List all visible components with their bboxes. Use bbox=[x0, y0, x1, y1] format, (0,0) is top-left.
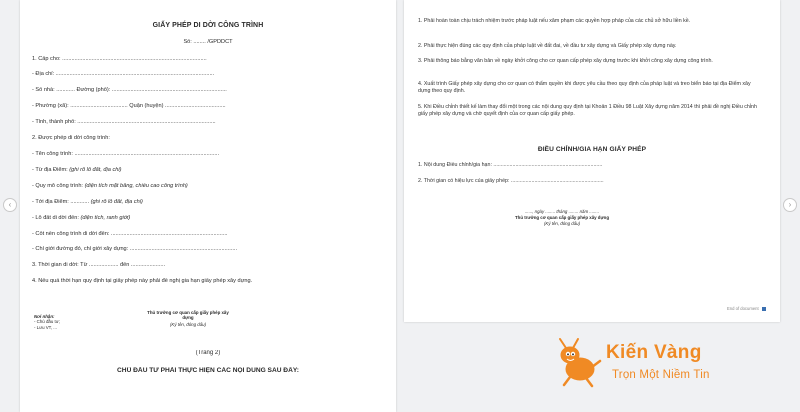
signer-title-right: Thủ trưởng cơ quan cấp giấy phép xây dựng bbox=[514, 215, 610, 220]
field-project-name: - Tên công trình: ............................................................................................. bbox=[32, 151, 220, 157]
signer-title: Thủ trưởng cơ quan cấp giấy phép xây dựng bbox=[147, 310, 229, 321]
section-relocation: 2. Được phép di dời công trình: bbox=[32, 135, 110, 141]
logo-slogan: Trọn Một Niềm Tin bbox=[612, 369, 710, 381]
next-page-button[interactable]: › bbox=[783, 198, 797, 212]
field-project-scale: - Quy mô công trình: (diện tích mặt bằng, chiều cao công trình) bbox=[32, 183, 188, 189]
document-title: GIẤY PHÉP DI DỜI CÔNG TRÌNH bbox=[152, 22, 264, 29]
document-page-right bbox=[404, 0, 780, 322]
obligation-item-4: 4. Xuất trình Giấy phép xây dựng cho cơ quan có thẩm quyền khi được yêu cầu theo quy định của pháp luật và treo biển báo tại địa Điểm xây dựng theo quy định. bbox=[418, 81, 751, 94]
field-issued-to: 1. Cấp cho: ............................................................................................. bbox=[32, 56, 207, 62]
signer-note-right: (Ký tên, đóng dấu) bbox=[543, 221, 581, 226]
amendment-content-field: 1. Nội dung Điều chỉnh/gia hạn: .......................................................................... bbox=[418, 162, 603, 168]
obligation-item-2: 2. Phải thực hiện đúng các quy định của pháp luật về đất đai, về đầu tư xây dựng và Giấy phép xây dựng này. bbox=[418, 43, 677, 49]
recipients: Nơi nhận: - Chủ đầu tư; - Lưu VT, ... bbox=[34, 314, 60, 330]
field-extension-note: 4. Nếu quá thời hạn quy định tại giấy phép này phải đề nghị gia hạn giấy phép xây dựng. bbox=[32, 278, 253, 284]
field-ward: - Phường (xã): ..................................... Quận (huyện) ....................................... bbox=[32, 103, 226, 109]
document-page-left bbox=[20, 0, 396, 412]
field-from-location: - Từ địa Điểm: (ghi rõ lô đất, địa chỉ) bbox=[32, 167, 122, 173]
date-line: ......, ngày ........ tháng ........ năm ........ bbox=[524, 209, 600, 214]
section-heading: CHỦ ĐẦU TƯ PHẢI THỰC HIỆN CÁC NỘI DUNG SAU ĐÂY: bbox=[117, 367, 299, 374]
amendment-heading: ĐIỀU CHỈNH/GIA HẠN GIẤY PHÉP bbox=[537, 146, 647, 153]
page-marker: (Trang 2) bbox=[195, 350, 221, 356]
previous-page-button[interactable]: ‹ bbox=[3, 198, 17, 212]
obligation-item-5: 5. Khi Điều chỉnh thiết kế làm thay đổi một trong các nội dung quy định tại Khoản 1 Điều 98 Luật Xây dựng năm 2014 thì phải đề nghị Điều chỉnh giấy phép xây dựng và chờ quyết định của cơ quan cấp giấy phép. bbox=[418, 104, 757, 117]
field-to-location: - Tới địa Điểm: ............ (ghi rõ lô đất, địa chỉ) bbox=[32, 199, 143, 205]
permit-number: Số: ........ /GPDDCT bbox=[183, 39, 233, 45]
field-house-number: - Số nhà: ............ Đường (phố): .......................................................................... bbox=[32, 87, 227, 93]
obligation-item-3: 3. Phải thông báo bằng văn bản về ngày khởi công cho cơ quan cấp phép xây dựng trước khi khởi công xây dựng công trình. bbox=[418, 58, 713, 64]
field-province: - Tỉnh, thành phố: ......................................................................................... bbox=[32, 119, 216, 125]
end-marker-icon bbox=[762, 307, 766, 311]
logo-name: Kiến Vàng bbox=[606, 342, 702, 363]
field-destination-lot: - Lô đất di dời đến: (diện tích, ranh giới) bbox=[32, 215, 131, 221]
field-relocation-time: 3. Thời gian di dời: Từ ................... đến ...................... bbox=[32, 262, 166, 268]
signer-note: (Ký tên, đóng dấu) bbox=[169, 322, 207, 327]
field-address: - Địa chỉ: ...................................................................................................... bbox=[32, 71, 215, 77]
obligation-item-1: 1. Phải hoàn toàn chịu trách nhiệm trước pháp luật nếu xâm phạm các quyền hợp pháp của các chủ sở hữu liền kề. bbox=[418, 18, 691, 24]
field-boundary: - Chỉ giới đường đỏ, chỉ giới xây dựng: ..................................................................... bbox=[32, 246, 238, 252]
field-foundation-level: - Cốt nền công trình di dời đến: ........................................................................... bbox=[32, 231, 228, 237]
end-of-document: End of document bbox=[727, 306, 766, 311]
amendment-validity-field: 2. Thời gian có hiệu lực của giấy phép: ............................................................... bbox=[418, 178, 604, 184]
